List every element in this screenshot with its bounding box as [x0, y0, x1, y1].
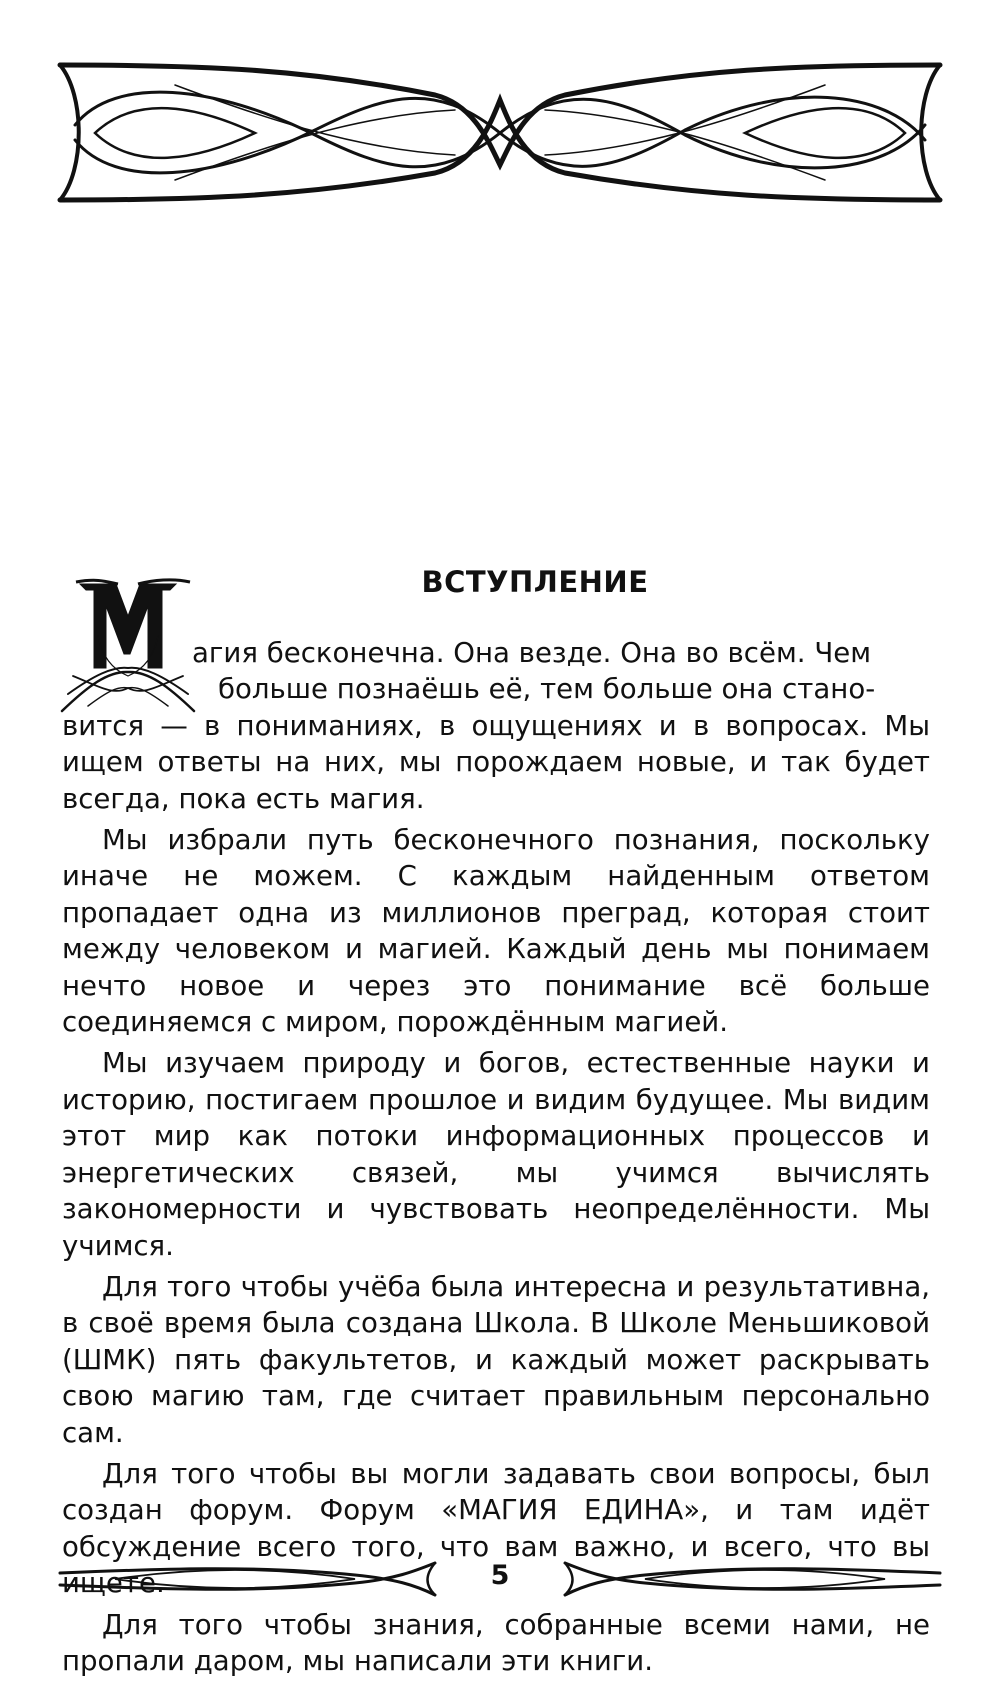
paragraph: Для того чтобы учёба была интересна и результативна, в своё время была создана Школа. В Школе Меньшиковой (ШМК) пять факультетов, и каждый может раскрывать свою магию там, где считает правильным персонально сам. [62, 1269, 930, 1449]
flourish-border-icon [55, 55, 945, 210]
paragraph: Для того чтобы знания, собранные всеми нами, не пропали даром, мы написали эти книги. [62, 1607, 930, 1677]
paragraph-line: больше познаёшь её, тем больше она стано- [218, 672, 876, 706]
page-title: ВСТУПЛЕНИЕ [421, 565, 649, 599]
paragraph: Мы изучаем природу и богов, естественные науки и историю, постигаем прошлое и видим будущее. Мы видим этот мир как потоки информационных процессов и энергетических связей, мы учимся вычислять закономерности и чувствовать неопределённости. Мы учимся. [62, 1046, 930, 1262]
body-text [62, 635, 930, 1684]
page-number: 5 [490, 1560, 510, 1591]
paragraph-line: агия бесконечна. Она везде. Она во всём. Чем [192, 636, 872, 669]
paragraph: Мы избрали путь бесконечного познания, поскольку иначе не можем. С каждым найденным ответом пропадает одна из миллионов преград, которая стоит между человеком и магией. Каждый день мы понимаем нечто новое и через это понимание всё больше соединяемся с миром, порождённым магией. [62, 823, 930, 1039]
paragraph: Для того чтобы вы могли задавать свои вопросы, был создан форум. Форум «МАГИЯ ЕДИНА», и там идёт обсуждение всего того, что вам важно, и всего, что вы ищете. [62, 1456, 930, 1600]
paragraph-text: вится — в пониманиях, в ощущениях и в вопросах. Мы ищем ответы на них, мы порождаем новые, и так будет всегда, пока есть магия. [62, 708, 930, 815]
paragraph [62, 635, 930, 817]
